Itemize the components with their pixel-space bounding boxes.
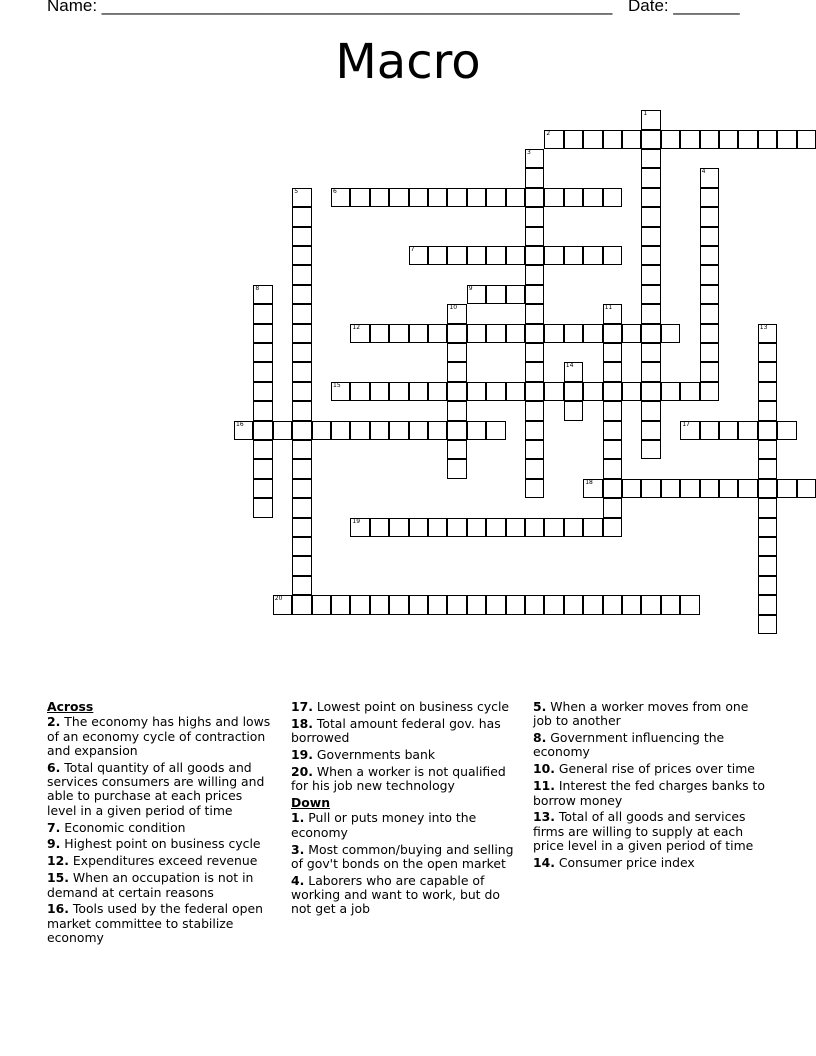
grid-cell[interactable]	[292, 537, 311, 556]
clue-number: 10	[449, 304, 458, 312]
grid-cell[interactable]	[525, 401, 544, 420]
grid-cell[interactable]	[700, 362, 719, 381]
grid-cell[interactable]	[292, 421, 311, 440]
grid-cell[interactable]	[428, 188, 447, 207]
grid-cell[interactable]	[603, 130, 622, 149]
grid-cell[interactable]	[758, 382, 777, 401]
grid-cell[interactable]	[447, 188, 466, 207]
clue-number: 7	[410, 246, 415, 253]
grid-cell[interactable]	[467, 246, 486, 265]
grid-cell[interactable]	[486, 518, 505, 537]
grid-cell[interactable]	[603, 595, 622, 614]
grid-cell[interactable]	[292, 324, 311, 343]
grid-cell[interactable]	[525, 207, 544, 226]
grid-cell[interactable]	[583, 188, 602, 207]
grid-cell[interactable]	[447, 324, 466, 343]
grid-cell[interactable]	[506, 595, 525, 614]
grid-cell[interactable]	[389, 518, 408, 537]
grid-cell[interactable]	[603, 246, 622, 265]
grid-cell[interactable]	[525, 421, 544, 440]
grid-cell[interactable]	[525, 324, 544, 343]
grid-cell[interactable]	[622, 595, 641, 614]
clue-number: 12	[352, 323, 361, 331]
grid-cell[interactable]	[603, 479, 622, 498]
grid-cell[interactable]	[544, 382, 563, 401]
grid-cell[interactable]	[797, 479, 816, 498]
grid-cell[interactable]	[758, 537, 777, 556]
grid-cell[interactable]	[719, 130, 738, 149]
grid-cell[interactable]	[292, 382, 311, 401]
grid-cell[interactable]	[700, 246, 719, 265]
grid-cell[interactable]	[544, 595, 563, 614]
grid-cell[interactable]	[350, 324, 369, 343]
grid-cell[interactable]	[253, 362, 272, 381]
grid-cell[interactable]	[758, 556, 777, 575]
grid-cell[interactable]	[622, 130, 641, 149]
grid-cell[interactable]	[603, 440, 622, 459]
grid-cell[interactable]	[622, 479, 641, 498]
grid-cell[interactable]	[583, 382, 602, 401]
grid-cell[interactable]	[370, 595, 389, 614]
grid-cell[interactable]	[292, 227, 311, 246]
clue-down-10: 10. General rise of prices over time	[533, 761, 755, 777]
grid-cell[interactable]	[641, 304, 660, 323]
grid-cell[interactable]	[331, 595, 350, 614]
grid-cell[interactable]	[428, 595, 447, 614]
grid-cell[interactable]	[603, 518, 622, 537]
clue-across-20: 20. When a worker is not qualified for his job new technology	[291, 763, 506, 794]
clues-column-1	[47, 700, 275, 948]
clues-column-2	[291, 700, 517, 919]
grid-cell[interactable]	[486, 324, 505, 343]
grid-cell[interactable]	[428, 246, 447, 265]
clue-down-5: 5. When a worker moves from one job to another	[533, 699, 749, 729]
grid-cell[interactable]	[486, 421, 505, 440]
grid-cell[interactable]	[641, 149, 660, 168]
grid-cell[interactable]	[253, 421, 272, 440]
grid-cell[interactable]	[292, 285, 311, 304]
grid-cell[interactable]	[292, 498, 311, 517]
grid-cell[interactable]	[583, 246, 602, 265]
grid-cell[interactable]	[447, 343, 466, 362]
clue-down-11: 11. Interest the fed charges banks to borrow money	[533, 778, 765, 808]
grid-cell[interactable]	[525, 188, 544, 207]
grid-cell[interactable]	[758, 479, 777, 498]
grid-cell[interactable]	[389, 595, 408, 614]
grid-cell[interactable]	[292, 556, 311, 575]
grid-cell[interactable]	[370, 518, 389, 537]
grid-cell[interactable]	[700, 227, 719, 246]
grid-cell[interactable]	[680, 130, 699, 149]
grid-cell[interactable]	[603, 362, 622, 381]
grid-cell[interactable]	[758, 518, 777, 537]
grid-cell[interactable]	[758, 440, 777, 459]
grid-cell[interactable]	[758, 498, 777, 517]
grid-cell[interactable]	[622, 382, 641, 401]
grid-cell[interactable]	[447, 304, 466, 323]
grid-cell[interactable]	[603, 421, 622, 440]
grid-cell[interactable]	[525, 459, 544, 478]
clue-number: 5	[294, 187, 299, 195]
grid-cell[interactable]	[525, 149, 544, 168]
grid-cell[interactable]	[544, 324, 563, 343]
grid-cell[interactable]	[680, 595, 699, 614]
name-field-label: Name: ______________________________________________________	[47, 0, 613, 15]
grid-cell[interactable]	[738, 479, 757, 498]
grid-cell[interactable]	[719, 421, 738, 440]
grid-cell[interactable]	[447, 459, 466, 478]
grid-cell[interactable]	[409, 246, 428, 265]
clue-across-16: 16. Tools used by the federal open market committee to stabilize economy	[47, 901, 263, 946]
grid-cell[interactable]	[506, 246, 525, 265]
grid-cell[interactable]	[486, 595, 505, 614]
grid-cell[interactable]	[292, 362, 311, 381]
grid-cell[interactable]	[641, 479, 660, 498]
grid-cell[interactable]	[564, 362, 583, 381]
grid-cell[interactable]	[525, 285, 544, 304]
clue-number: 1	[643, 110, 648, 118]
grid-cell[interactable]	[603, 382, 622, 401]
grid-cell[interactable]	[758, 343, 777, 362]
grid-cell[interactable]	[312, 595, 331, 614]
grid-cell[interactable]	[661, 382, 680, 401]
clue-across-7: 7. Economic condition	[47, 819, 186, 835]
grid-cell[interactable]	[525, 227, 544, 246]
grid-cell[interactable]	[506, 324, 525, 343]
grid-cell[interactable]	[583, 595, 602, 614]
grid-cell[interactable]	[661, 324, 680, 343]
grid-cell[interactable]	[583, 324, 602, 343]
grid-cell[interactable]	[486, 188, 505, 207]
grid-cell[interactable]	[389, 382, 408, 401]
grid-cell[interactable]	[273, 421, 292, 440]
grid-cell[interactable]	[525, 595, 544, 614]
grid-cell[interactable]	[486, 382, 505, 401]
grid-cell[interactable]	[292, 518, 311, 537]
grid-cell[interactable]	[700, 188, 719, 207]
grid-cell[interactable]	[447, 246, 466, 265]
clue-down-1: 1. Pull or puts money into the economy	[291, 810, 477, 840]
grid-cell[interactable]	[700, 168, 719, 187]
grid-cell[interactable]	[564, 595, 583, 614]
grid-cell[interactable]	[641, 285, 660, 304]
grid-cell[interactable]	[583, 130, 602, 149]
clue-number: 13	[759, 323, 768, 331]
grid-cell[interactable]	[389, 188, 408, 207]
grid-cell[interactable]	[525, 168, 544, 187]
clue-across-15: 15. When an occupation is not in demand at certain reasons	[47, 870, 254, 900]
grid-cell[interactable]	[350, 518, 369, 537]
grid-cell[interactable]	[370, 421, 389, 440]
clue-across-9: 9. Highest point on business cycle	[47, 836, 261, 852]
grid-cell[interactable]	[758, 576, 777, 595]
grid-cell[interactable]	[661, 595, 680, 614]
grid-cell[interactable]	[409, 382, 428, 401]
grid-cell[interactable]	[467, 382, 486, 401]
grid-cell[interactable]	[370, 324, 389, 343]
grid-cell[interactable]	[544, 518, 563, 537]
grid-cell[interactable]	[467, 324, 486, 343]
grid-cell[interactable]	[700, 421, 719, 440]
grid-cell[interactable]	[292, 576, 311, 595]
grid-cell[interactable]	[641, 382, 660, 401]
grid-cell[interactable]	[467, 421, 486, 440]
grid-cell[interactable]	[486, 285, 505, 304]
grid-cell[interactable]	[738, 421, 757, 440]
grid-cell[interactable]	[777, 421, 796, 440]
grid-cell[interactable]	[331, 421, 350, 440]
grid-cell[interactable]	[641, 343, 660, 362]
grid-cell[interactable]	[409, 188, 428, 207]
grid-cell[interactable]	[603, 304, 622, 323]
grid-cell[interactable]	[428, 382, 447, 401]
grid-cell[interactable]	[506, 188, 525, 207]
clue-number: 15	[333, 381, 341, 389]
grid-cell[interactable]	[350, 382, 369, 401]
clue-number: 2	[546, 129, 551, 137]
grid-cell[interactable]	[641, 401, 660, 420]
grid-cell[interactable]	[564, 401, 583, 420]
grid-cell[interactable]	[797, 130, 816, 149]
clue-down-8: 8. Government influencing the economy	[533, 730, 725, 760]
grid-cell[interactable]	[738, 130, 757, 149]
grid-cell[interactable]	[506, 285, 525, 304]
grid-cell[interactable]	[641, 246, 660, 265]
grid-cell[interactable]	[253, 479, 272, 498]
grid-cell[interactable]	[253, 324, 272, 343]
grid-cell[interactable]	[525, 265, 544, 284]
grid-cell[interactable]	[564, 188, 583, 207]
clue-number: 11	[604, 304, 613, 312]
date-field-label: Date: _______	[628, 0, 740, 15]
grid-cell[interactable]	[758, 362, 777, 381]
grid-cell[interactable]	[622, 324, 641, 343]
clue-down-4: 4. Laborers who are capable of working and want to work, but do not get a job	[291, 872, 500, 917]
grid-cell[interactable]	[409, 421, 428, 440]
grid-cell[interactable]	[661, 130, 680, 149]
grid-cell[interactable]	[544, 130, 563, 149]
grid-cell[interactable]	[447, 421, 466, 440]
grid-cell[interactable]	[700, 324, 719, 343]
grid-cell[interactable]	[506, 518, 525, 537]
grid-cell[interactable]	[603, 343, 622, 362]
grid-cell[interactable]	[292, 265, 311, 284]
grid-cell[interactable]	[700, 382, 719, 401]
grid-cell[interactable]	[292, 595, 311, 614]
grid-cell[interactable]	[603, 459, 622, 478]
grid-cell[interactable]	[350, 188, 369, 207]
grid-cell[interactable]	[544, 188, 563, 207]
grid-cell[interactable]	[253, 498, 272, 517]
grid-cell[interactable]	[525, 440, 544, 459]
grid-cell[interactable]	[603, 401, 622, 420]
down-heading: Down	[291, 795, 331, 811]
grid-cell[interactable]	[758, 595, 777, 614]
grid-cell[interactable]	[641, 324, 660, 343]
clue-down-14: 14. Consumer price index	[533, 854, 695, 870]
grid-cell[interactable]	[486, 246, 505, 265]
grid-cell[interactable]	[331, 382, 350, 401]
clue-number: 16	[236, 420, 244, 428]
clue-number: 8	[255, 284, 260, 292]
grid-cell[interactable]	[758, 615, 777, 634]
grid-cell[interactable]	[641, 168, 660, 187]
grid-cell[interactable]	[447, 382, 466, 401]
grid-cell[interactable]	[409, 518, 428, 537]
grid-cell[interactable]	[370, 382, 389, 401]
grid-cell[interactable]	[447, 401, 466, 420]
grid-cell[interactable]	[292, 188, 311, 207]
grid-cell[interactable]	[312, 421, 331, 440]
grid-cell[interactable]	[525, 382, 544, 401]
clue-number: 4	[701, 168, 706, 176]
grid-cell[interactable]	[525, 343, 544, 362]
grid-cell[interactable]	[447, 440, 466, 459]
grid-cell[interactable]	[758, 130, 777, 149]
grid-cell[interactable]	[292, 401, 311, 420]
grid-cell[interactable]	[273, 595, 292, 614]
grid-cell[interactable]	[719, 479, 738, 498]
clue-number: 6	[333, 187, 337, 195]
grid-cell[interactable]	[234, 421, 253, 440]
grid-cell[interactable]	[641, 188, 660, 207]
grid-cell[interactable]	[700, 479, 719, 498]
grid-cell[interactable]	[758, 421, 777, 440]
grid-cell[interactable]	[428, 421, 447, 440]
grid-cell[interactable]	[253, 459, 272, 478]
grid-cell[interactable]	[758, 324, 777, 343]
grid-cell[interactable]	[700, 265, 719, 284]
grid-cell[interactable]	[467, 595, 486, 614]
puzzle-title: Macro	[335, 34, 481, 90]
grid-cell[interactable]	[467, 518, 486, 537]
grid-cell[interactable]	[292, 246, 311, 265]
clue-across-18: 18. Total amount federal gov. has borrowed	[291, 715, 501, 746]
grid-cell[interactable]	[292, 304, 311, 323]
grid-cell[interactable]	[700, 285, 719, 304]
grid-cell[interactable]	[661, 479, 680, 498]
grid-cell[interactable]	[409, 595, 428, 614]
grid-cell[interactable]	[447, 362, 466, 381]
grid-cell[interactable]	[525, 518, 544, 537]
grid-cell[interactable]	[777, 130, 796, 149]
grid-cell[interactable]	[641, 265, 660, 284]
grid-cell[interactable]	[253, 382, 272, 401]
clue-number: 14	[565, 362, 574, 370]
grid-cell[interactable]	[350, 421, 369, 440]
grid-cell[interactable]	[603, 324, 622, 343]
grid-cell[interactable]	[506, 382, 525, 401]
grid-cell[interactable]	[700, 130, 719, 149]
grid-cell[interactable]	[292, 207, 311, 226]
grid-cell[interactable]	[331, 188, 350, 207]
clue-number: 20	[274, 595, 283, 603]
grid-cell[interactable]	[370, 188, 389, 207]
grid-cell[interactable]	[641, 362, 660, 381]
grid-cell[interactable]	[564, 518, 583, 537]
grid-cell[interactable]	[292, 459, 311, 478]
clue-across-6: 6. Total quantity of all goods and services consumers are willing and able to purchase at each prices level in a given period of time	[47, 759, 265, 818]
clue-number: 19	[352, 517, 361, 525]
grid-cell[interactable]	[544, 246, 563, 265]
grid-cell[interactable]	[253, 440, 272, 459]
grid-cell[interactable]	[583, 479, 602, 498]
grid-cell[interactable]	[700, 207, 719, 226]
grid-cell[interactable]	[253, 285, 272, 304]
grid-cell[interactable]	[603, 498, 622, 517]
grid-cell[interactable]	[641, 440, 660, 459]
grid-cell[interactable]	[564, 324, 583, 343]
grid-cell[interactable]	[447, 595, 466, 614]
grid-cell[interactable]	[253, 401, 272, 420]
clue-number: 9	[468, 284, 473, 292]
clue-across-17: 17. Lowest point on business cycle	[291, 699, 510, 714]
grid-cell[interactable]	[525, 362, 544, 381]
clue-across-12: 12. Expenditures exceed revenue	[47, 853, 258, 869]
grid-cell[interactable]	[409, 324, 428, 343]
grid-cell[interactable]	[758, 401, 777, 420]
grid-cell[interactable]	[525, 246, 544, 265]
clue-down-3: 3. Most common/buying and selling of gov't bonds on the open market	[291, 841, 514, 871]
grid-cell[interactable]	[641, 595, 660, 614]
grid-cell[interactable]	[292, 343, 311, 362]
grid-cell[interactable]	[680, 421, 699, 440]
grid-cell[interactable]	[428, 518, 447, 537]
grid-cell[interactable]	[641, 130, 660, 149]
clue-across-2: 2. The economy has highs and lows of an economy cycle of contraction and expansion	[47, 714, 271, 758]
grid-cell[interactable]	[641, 421, 660, 440]
grid-cell[interactable]	[700, 304, 719, 323]
grid-cell[interactable]	[564, 130, 583, 149]
grid-cell[interactable]	[641, 207, 660, 226]
clue-number: 18	[585, 478, 593, 486]
grid-cell[interactable]	[641, 110, 660, 129]
grid-cell[interactable]	[603, 188, 622, 207]
grid-cell[interactable]	[292, 440, 311, 459]
grid-cell[interactable]	[447, 518, 466, 537]
grid-cell[interactable]	[700, 343, 719, 362]
grid-cell[interactable]	[564, 382, 583, 401]
grid-cell[interactable]	[525, 479, 544, 498]
grid-cell[interactable]	[253, 343, 272, 362]
grid-cell[interactable]	[583, 518, 602, 537]
clue-number: 17	[682, 420, 690, 428]
grid-cell[interactable]	[641, 227, 660, 246]
grid-cell[interactable]	[389, 421, 408, 440]
grid-cell[interactable]	[758, 459, 777, 478]
grid-cell[interactable]	[467, 285, 486, 304]
grid-cell[interactable]	[525, 304, 544, 323]
clue-number: 3	[527, 149, 531, 156]
grid-cell[interactable]	[350, 595, 369, 614]
grid-cell[interactable]	[253, 304, 272, 323]
clue-across-19: 19. Governments bank	[291, 747, 436, 763]
grid-cell[interactable]	[428, 324, 447, 343]
clues-column-3	[533, 700, 769, 873]
grid-cell[interactable]	[564, 246, 583, 265]
grid-cell[interactable]	[680, 479, 699, 498]
grid-cell[interactable]	[389, 324, 408, 343]
grid-cell[interactable]	[467, 188, 486, 207]
grid-cell[interactable]	[292, 479, 311, 498]
clue-down-13: 13. Total of all goods and services firms are willing to supply at each price level in a given period of time	[533, 809, 754, 854]
grid-cell[interactable]	[777, 479, 796, 498]
across-heading: Across	[47, 699, 94, 714]
grid-cell[interactable]	[680, 382, 699, 401]
